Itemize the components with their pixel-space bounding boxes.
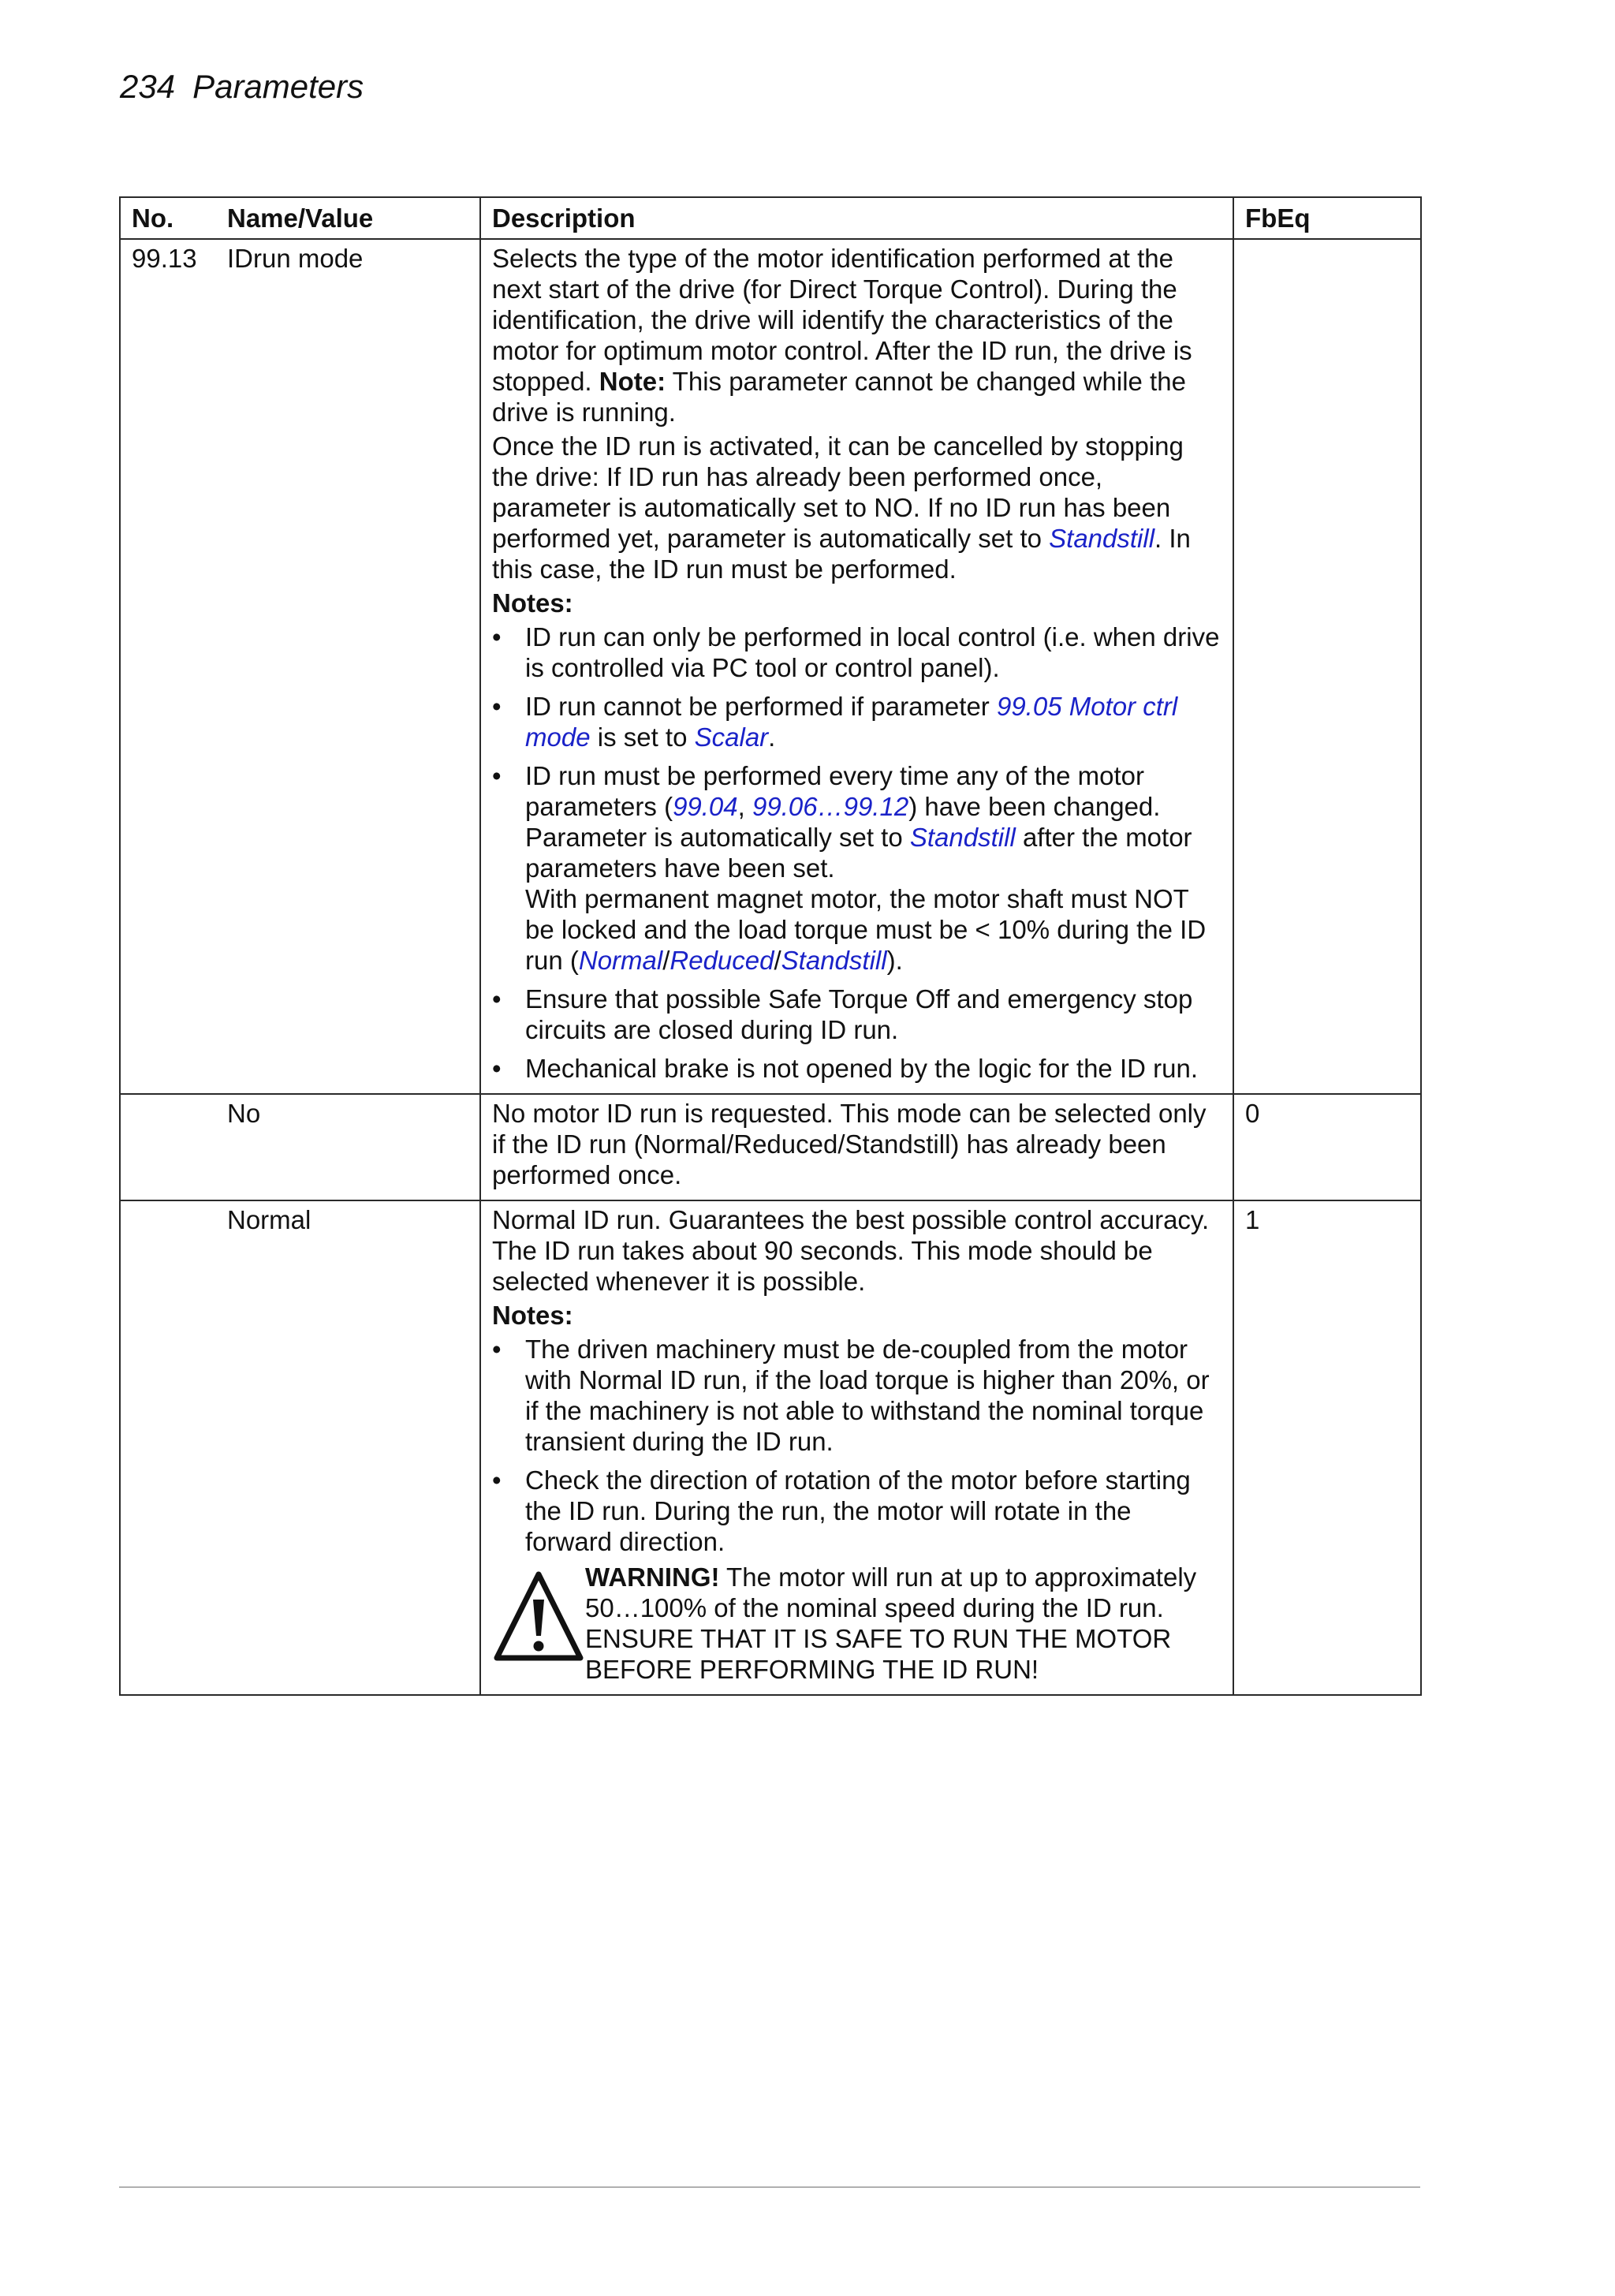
value-name: Normal [216, 1200, 480, 1695]
parameter-number: 99.13 [120, 239, 216, 1094]
bullet-icon: • [492, 761, 502, 790]
description-paragraph [492, 243, 1222, 427]
link-scalar[interactable]: Scalar [694, 722, 769, 752]
column-header-description: Description [480, 197, 1233, 239]
list-item [492, 1053, 1222, 1084]
list-item [492, 1334, 1222, 1457]
bullet-icon: • [492, 1335, 502, 1364]
link-99-04[interactable]: 99.04 [673, 792, 738, 821]
value-number-empty [120, 1094, 216, 1200]
list-item [492, 1465, 1222, 1557]
link-99-06[interactable]: 99.06 [752, 792, 818, 821]
text-span: This parameter cannot be changed while the drive is running. [492, 367, 1186, 427]
column-header-fbeq: FbEq [1233, 197, 1421, 239]
text-span: Mechanical brake is not opened by the logic for the ID run. [525, 1054, 1198, 1083]
page-header [120, 68, 364, 106]
text-span: after the motor parameters have been set. [525, 823, 1192, 883]
text-span: ID run can only be performed in local control (i.e. when drive is controlled via PC tool or control panel). [525, 622, 1220, 682]
notes-list [492, 1334, 1222, 1557]
parameter-description [480, 239, 1233, 1094]
note-label: Note: [599, 367, 666, 396]
bullet-icon: • [492, 622, 502, 651]
value-description [480, 1200, 1233, 1695]
notes-list [492, 622, 1222, 1084]
description-paragraph: Normal ID run. Guarantees the best possible control accuracy. The ID run takes about 90 seconds. This mode should be selected whenever it is possible. [492, 1205, 1210, 1296]
text-span: is set to [590, 722, 695, 752]
text-span: Check the direction of rotation of the motor before starting the ID run. During the run, the motor will rotate in the forward direction. [525, 1465, 1191, 1556]
text-span: / [662, 946, 670, 975]
text-span: With permanent magnet motor, the motor shaft must NOT be locked and the load torque must be < 10% during the ID run ( [525, 884, 1207, 975]
link-reduced[interactable]: Reduced [669, 946, 774, 975]
warning-label: WARNING! [585, 1562, 720, 1592]
link-standstill[interactable]: Standstill [1049, 524, 1155, 553]
text-span: The motor will run at up to approximately 50…100% of the nominal speed during the ID run. ENSURE THAT IT IS SAFE TO RUN THE MOTOR BEFORE PERFORMING THE ID RUN! [585, 1562, 1197, 1684]
text-span: ) have been changed. Parameter is automatically set to [525, 792, 1161, 852]
notes-label: Notes: [492, 1301, 573, 1330]
table-row-value [120, 1094, 1421, 1200]
parameter-table [119, 196, 1422, 1696]
text-span: Ensure that possible Safe Torque Off and emergency stop circuits are closed during ID run. [525, 984, 1193, 1044]
text-span: Selects the type of the motor identification performed at the next start of the drive (for Direct Torque Control). During the identification, the drive will identify the characteristics of the motor for optimum motor control. After the ID run, the drive is stopped. [492, 244, 1192, 396]
column-header-name-value: Name/Value [216, 197, 480, 239]
text-span: Once the ID run is activated, it can be cancelled by stopping the drive: If ID run has already been performed once, parameter is automatically set to NO. If no ID run has been performed yet, parameter is automatically set to [492, 431, 1184, 553]
value-fbeq: 1 [1233, 1200, 1421, 1695]
bullet-icon: • [492, 692, 502, 721]
value-fbeq: 0 [1233, 1094, 1421, 1200]
bullet-icon: • [492, 1054, 502, 1083]
link-motor-ctrl-mode[interactable]: 99.05 Motor ctrl mode [525, 692, 1178, 752]
link-standstill[interactable]: Standstill [909, 823, 1016, 852]
table-row-parameter [120, 239, 1421, 1094]
list-item [492, 984, 1222, 1045]
text-span: The driven machinery must be de-coupled from the motor with Normal ID run, if the load torque is higher than 20%, or if the machinery is not able to withstand the nominal torque transient during the ID run. [525, 1335, 1210, 1456]
bullet-icon: • [492, 1465, 502, 1495]
link-99-12[interactable]: 99.12 [843, 792, 909, 821]
footer-rule [119, 2186, 1420, 2188]
page-number: 234 [120, 68, 176, 105]
value-description: No motor ID run is requested. This mode can be selected only if the ID run (Normal/Reduced/Standstill) has already been performed once. [480, 1094, 1233, 1200]
list-item [492, 622, 1222, 683]
value-name: No [216, 1094, 480, 1200]
bullet-icon: • [492, 984, 502, 1014]
column-header-no: No. [120, 197, 216, 239]
notes-label: Notes: [492, 588, 573, 618]
warning-triangle-icon [492, 1570, 585, 1664]
text-span: . In this case, the ID run must be performed. [492, 524, 1191, 584]
description-paragraph [492, 431, 1222, 584]
text-span: , [737, 792, 752, 821]
text-span: ID run must be performed every time any of the motor parameters ( [525, 761, 1144, 821]
text-span: . [768, 722, 776, 752]
section-title: Parameters [192, 68, 364, 105]
text-span: / [774, 946, 781, 975]
value-number-empty [120, 1200, 216, 1695]
list-item [492, 691, 1222, 752]
warning-block [492, 1562, 1222, 1685]
table-header-row [120, 197, 1421, 239]
text-span: ID run cannot be performed if parameter [525, 692, 997, 721]
parameter-fbeq [1233, 239, 1421, 1094]
text-span: … [817, 792, 844, 821]
list-item [492, 760, 1222, 976]
text-span: ). [886, 946, 903, 975]
link-normal[interactable]: Normal [578, 946, 663, 975]
notes-heading [492, 588, 1222, 618]
table-row-value [120, 1200, 1421, 1695]
warning-text [492, 1562, 1222, 1685]
parameter-name: IDrun mode [216, 239, 480, 1094]
notes-heading [492, 1300, 1222, 1331]
link-standstill[interactable]: Standstill [781, 946, 887, 975]
